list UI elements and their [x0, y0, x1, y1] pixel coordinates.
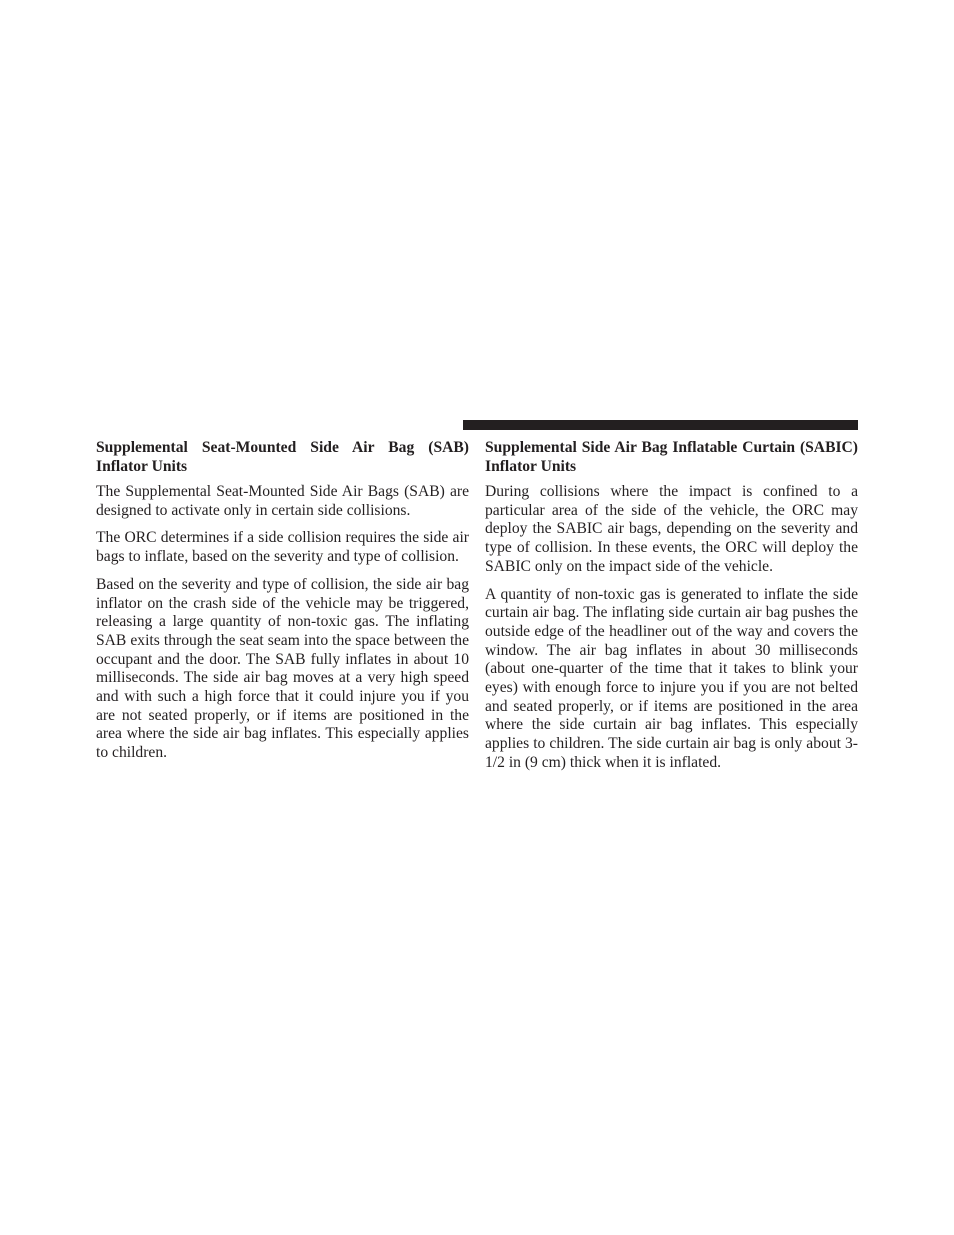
right-column [485, 438, 858, 782]
sabic-heading: Supplemental Side Air Bag Inflatable Curtain (SABIC) Inflator Units [485, 439, 858, 475]
sab-paragraph-3: Based on the severity and type of collision, the side air bag inflator on the crash side of the vehicle may be triggered, releasing a large quantity of non-toxic gas. The inflating SAB exits through the seat seam into the space between the occupant and the door. The SAB fully inflates in about 10 milliseconds. The side air bag moves at a very high speed and with such a high force that it could injure you if you are not seated properly, or if items are positioned in the area where the side air bag inflates. This especially applies to children. [96, 575, 469, 762]
sab-heading: Supplemental Seat-Mounted Side Air Bag (SAB) Inflator Units [96, 439, 469, 475]
sabic-paragraph-2: A quantity of non-toxic gas is generated to inflate the side curtain air bag. The inflating side curtain air bag pushes the outside edge of the headliner out of the way and covers the window. The air bag inflates in about 30 milliseconds (about one-quarter of the time that it takes to blink your eyes) with enough force to injure you if you are not belted and seated properly, or if items are positioned in the area where the side curtain air bag inflates. This especially applies to children. The side curtain air bag is only about 3-1/2 in (9 cm) thick when it is inflated. [485, 585, 858, 771]
section-divider-bar [463, 420, 858, 430]
sab-paragraph-1: The Supplemental Seat-Mounted Side Air Bags (SAB) are designed to activate only in certain side collisions. [96, 483, 469, 519]
sabic-paragraph-1: During collisions where the impact is confined to a particular area of the side of the vehicle, the ORC may deploy the SABIC air bags, depending on the severity and type of collision. In these events, the ORC will deploy the SABIC only on the impact side of the vehicle. [485, 483, 858, 575]
left-column [96, 438, 469, 772]
sab-paragraph-2: The ORC determines if a side collision requires the side air bags to inflate, based on the severity and type of collision. [96, 529, 469, 566]
